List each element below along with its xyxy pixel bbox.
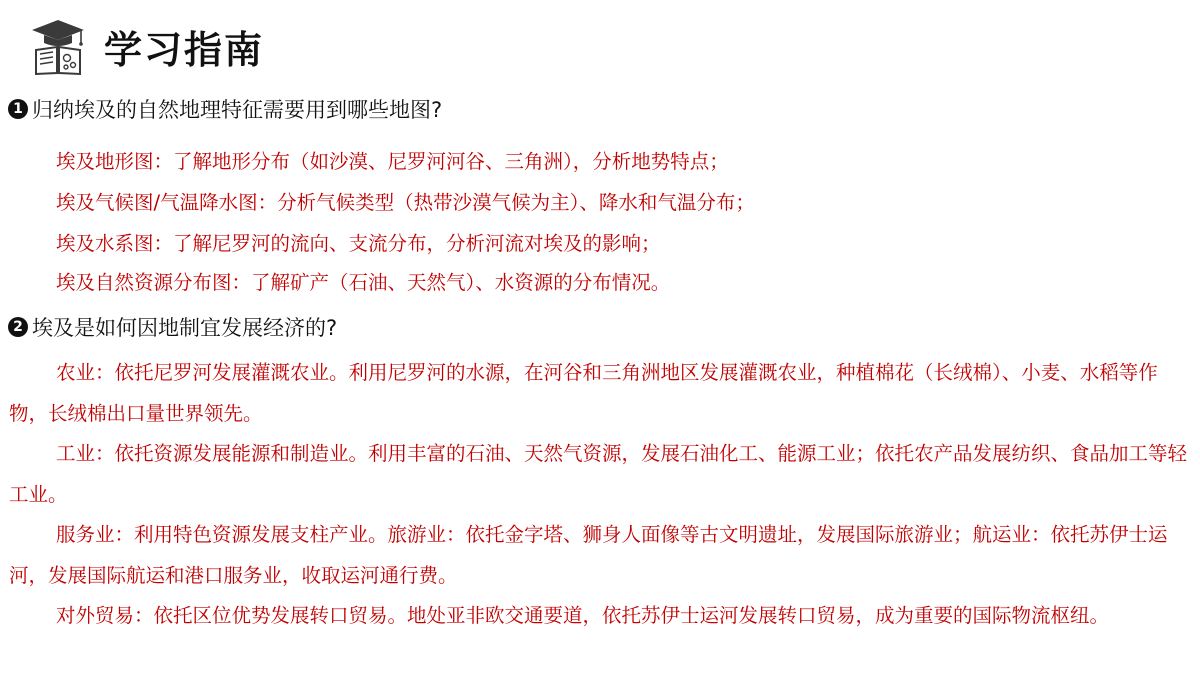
- question-1-text: 归纳埃及的自然地理特征需要用到哪些地图?: [32, 98, 443, 122]
- answer-1-item: 埃及气候图/气温降水图：分析气候类型（热带沙漠气候为主）、降水和气温分布；: [56, 191, 755, 214]
- graduation-cap-book-icon: [28, 16, 88, 76]
- question-2-number-badge: 2: [8, 317, 28, 337]
- answer-2-paragraph: 服务业：利用特色资源发展支柱产业。旅游业：依托金字塔、狮身人面像等古文明遗址，发展国际旅游业；航运业：依托苏伊士运河，发展国际航运和港口服务业，收取运河通行费。: [9, 523, 1168, 587]
- answer-2-paragraph: 工业：依托资源发展能源和制造业。利用丰富的石油、天然气资源，发展石油化工、能源工业；依托农产品发展纺织、食品加工等轻工业。: [9, 442, 1188, 506]
- question-1-number-badge: 1: [8, 99, 28, 119]
- page-header: [28, 14, 264, 78]
- answer-2-paragraph: 对外贸易：依托区位优势发展转口贸易。地处亚非欧交通要道，依托苏伊士运河发展转口贸易，成为重要的国际物流枢纽。: [56, 604, 1110, 627]
- answer-1-item: 埃及地形图：了解地形分布（如沙漠、尼罗河河谷、三角洲），分析地势特点；: [56, 150, 729, 173]
- question-1: [8, 94, 442, 124]
- answer-2-paragraph: 农业：依托尼罗河发展灌溉农业。利用尼罗河的水源，在河谷和三角洲地区发展灌溉农业，种植棉花（长绒棉）、小麦、水稻等作物，长绒棉出口量世界领先。: [9, 361, 1158, 425]
- answer-1-item: 埃及自然资源分布图：了解矿产（石油、天然气）、水资源的分布情况。: [56, 271, 671, 294]
- question-2-text: 埃及是如何因地制宜发展经济的?: [32, 316, 338, 340]
- answer-1-item: 埃及水系图：了解尼罗河的流向、支流分布，分析河流对埃及的影响；: [56, 232, 661, 255]
- question-2: [8, 312, 337, 342]
- page-title: 学习指南: [104, 27, 265, 72]
